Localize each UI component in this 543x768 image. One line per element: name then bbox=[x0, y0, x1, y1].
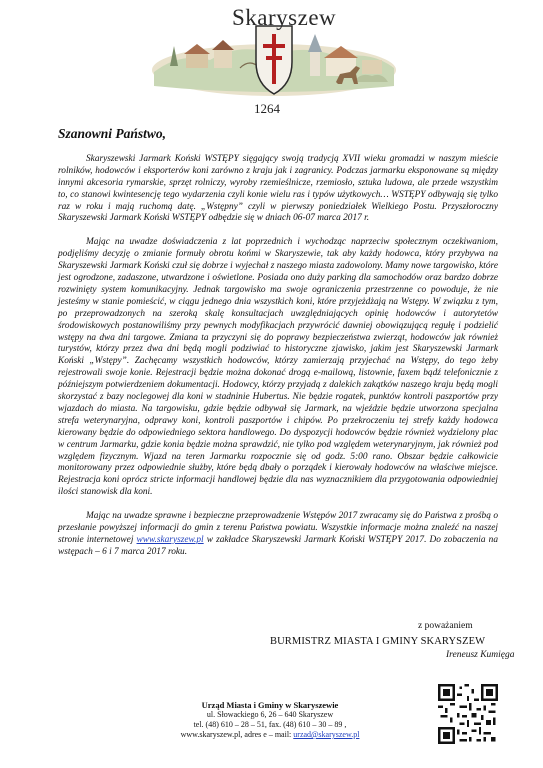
signatory-name: Ireneusz Kumięga bbox=[446, 650, 515, 660]
paragraph-fair-intro: Skaryszewski Jarmark Koński WSTĘPY sięgający swoją tradycją XVII wieku gromadzi w naszym mieście rolników, hodowców i eksporterów koni zarówno z kraju jak i zagranicy. Podczas jarmarku eksponowane są między innymi akcesoria rymarskie, sprzęt rolniczy, wyroby rzemieślnicze, rzemiosło, sztuka ludowa, ale przede wszystkim to, co stanowi kwintesencję tego wydarzenia czyli konie wielu ras i typów użytkowych… WSTĘPY odbywają się tylko raz w roku i mają ruchomą datę. „Wstępny” czyli w pierwszy poniedziałek Wielkiego Postu. Przyszłoroczny Skaryszewski Jarmark Koński WSTĘPY odbędzie się w dniach 06-07 marca 2017 r. bbox=[58, 153, 498, 224]
office-name: Urząd Miasta i Gminy w Skaryszewie bbox=[201, 700, 339, 710]
letterhead bbox=[0, 0, 543, 122]
paragraph-closing-request bbox=[58, 511, 498, 559]
office-website: www.skaryszew.pl, adres e – mail: bbox=[180, 730, 294, 739]
closing-regards: z poważaniem bbox=[418, 621, 473, 631]
office-address: ul. Słowackiego 6, 26 – 640 Skaryszew bbox=[206, 710, 334, 719]
town-brand-name: Skaryszew bbox=[232, 5, 337, 30]
closing-text-before-link: Mając na uwadze sprawne i bezpieczne przeprowadzenie Wstępów 2017 zwracamy się do Państwa z prośbą o przesłanie powyższej informacji do gmin z terenu Państwa powiatu. Wszystkie informacje można znaleźć na naszej stronie internetowej bbox=[58, 511, 498, 545]
letter-greeting: Szanowni Państwo, bbox=[58, 126, 167, 141]
paragraph-fair-organisation: Mając na uwadze doświadczenia z lat poprzednich i wychodząc naprzeciw społecznym oczekiwaniom, podjęliśmy decyzję o zmianie formuły obrotu końmi w Skaryszewie, tak aby każdy hodowca, który przybywa na Skaryszewski Jarmark Koński czuł się dobrze i wyjechał z naszego miasta zadowolony. Mamy nowe targowisko, które jest ogrodzone, zadaszone, utwardzone i oświetlone. Posiada ono duży parking dla samochodów oraz bardzo dobrze rozwinięty system komunikacyjny. Jednak targowisko ma swoje ograniczenia przestrzenne co powoduje, że nie jesteśmy w stanie pomieścić, w ciągu jednego dnia wszystkich koni, które przyjeżdżają na Wstępy. W związku z tym, po przeprowadzonych na szeroką skalę konsultacjach uwzględniających opinię hodowców i autorytetów środowiskowych postanowiliśmy przy pewnych modyfikacjach przywrócić dawniej obowiązującą regułę i podzielić wstępy na dwa dni targowe. Zmiana ta przyczyni się do poprawy bezpieczeństwa zwierząt, hodowców jak również turystów, którzy przez dwa dni będą mogli podziwiać to historyczne zjawisko, jakim jest Skaryszewski Jarmark Koński „Wstępy”. Zachęcamy wszystkich hodowców, którzy zamierzają przyjechać na Wstępy, do tego żeby rejestrowali swoje konie. Rejestracji będzie można dokonać drogą e-mailową, listownie, faxem bądź telefonicznie z późniejszym potwierdzeniem dokumentacji. Hodowcy, którzy przyjadą z dalekich zakątków naszego kraju będą mogli skorzystać z bazy noclegowej dla koni w stadninie Hubertus. Nie będzie rogatek, punktów kontroli paszportów przy wjazdach do miasta. Na targowisku, gdzie będzie odbywał się Jarmark, na wjeździe będzie utworzona specjalna strefa weterynaryjna, odprawy koni, kontroli paszportów i chipów. Po przekroczeniu tej strefy każdy hodowca kierowany będzie do odpowiedniego sektora handlowego. Do dyspozycji hodowców będzie również wydzielony plac w centrum Jarmarku, gdzie konia będzie można sprawdzić, nie tylko pod względem weterynaryjnym, jak również pod względem fizycznym. Wjazd na teren Jarmarku rozpocznie się od godz. 5:00 rano. Obszar będzie całkowicie monitorowany przez odpowiednie służby, które będą dbały o porządek i kierowały hodowców na właściwe miejsce. Rejestracja koni oprócz stricte informacji handlowej będzie dla nas wyznacznikiem dla przygotowania odpowiedniej ilości stanowisk dla koni. bbox=[58, 237, 498, 498]
office-phone-fax: tel. (48) 610 – 28 – 51, fax. (48) 610 – 30 – 89 , bbox=[193, 720, 347, 729]
office-contact-footer bbox=[150, 700, 390, 740]
closing-text-after-link: w zakładce Skaryszewski Jarmark Koński WSTĘPY 2017. Do zobaczenia na wstępach – 6 i 7 marca 2017 roku. bbox=[58, 534, 498, 557]
office-email-link[interactable]: urzad@skaryszew.pl bbox=[293, 730, 360, 739]
signatory-title: BURMISTRZ MIASTA I GMINY SKARYSZEW bbox=[270, 636, 486, 647]
website-link[interactable]: www.skaryszew.pl bbox=[136, 534, 204, 545]
qr-code-icon bbox=[438, 684, 498, 744]
letter-body bbox=[58, 142, 498, 571]
founding-year: 1264 bbox=[254, 101, 280, 116]
office-web-email bbox=[150, 730, 390, 740]
